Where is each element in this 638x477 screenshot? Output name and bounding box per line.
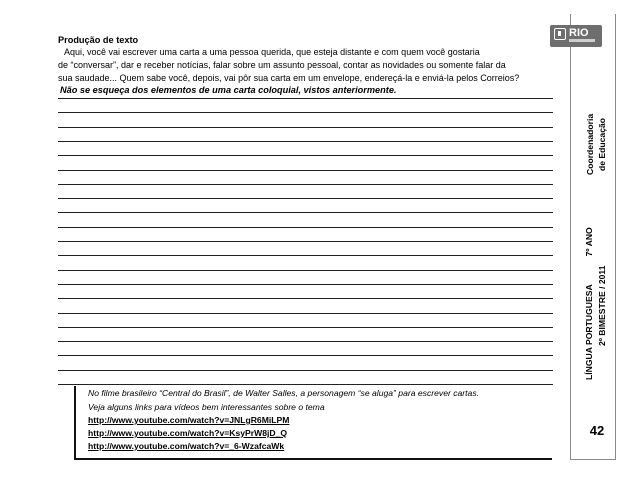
writing-line[interactable] [58,327,553,328]
writing-line[interactable] [58,212,553,213]
subject-text: LÍNGUA PORTUGUESA [584,284,594,380]
coordination-label-1: Coordenadoria [585,113,595,175]
writing-line[interactable] [58,341,553,342]
writing-line[interactable] [58,141,553,142]
subject-label [584,214,594,380]
instruction-line-3: sua saudade... Quem sabe você, depois, vai pôr sua carta em um envelope, endereçá-la e enviá-la pelos Correios? [58,73,520,83]
writing-line[interactable] [58,355,553,356]
writing-line[interactable] [58,241,553,242]
coordination-label-2: de Educação [597,117,607,171]
writing-line[interactable] [58,384,553,385]
writing-line[interactable] [58,184,553,185]
logo-text: RIO [569,27,589,39]
instruction-line-2: de “conversar”, dar e receber notícias, falar sobre um assunto pessoal, contar as novidades ou somente falar da [58,60,506,70]
writing-line[interactable] [58,255,553,256]
note-text-links-intro: Veja alguns links para vídeos bem interessantes sobre o tema [88,402,325,412]
writing-line[interactable] [58,370,553,371]
writing-line[interactable] [58,198,553,199]
writing-lines-area[interactable] [58,98,553,384]
writing-line[interactable] [58,98,553,99]
instruction-line-1: Aqui, você vai escrever uma carta a uma pessoa querida, que esteja distante e com quem você gostaria [64,47,480,57]
logo-subtitle-bar [569,39,595,42]
writing-line[interactable] [58,127,553,128]
page-number: 42 [589,423,605,438]
writing-line[interactable] [58,227,553,228]
writing-line[interactable] [58,284,553,285]
video-link-3[interactable]: http://www.youtube.com/watch?v=_6-WzafcaWk [88,441,285,451]
writing-line[interactable] [58,298,553,299]
grade-label: 7º ANO [584,227,594,257]
film-note-box [74,386,552,460]
writing-line[interactable] [58,112,553,113]
bimester-label: 2º BIMESTRE / 2011 [597,265,607,346]
video-link-1[interactable]: http://www.youtube.com/watch?v=JNLgR6MiLPM [88,415,290,425]
reminder-text: Não se esqueça dos elementos de uma carta coloquial, vistos anteriormente. [60,85,397,95]
writing-line[interactable] [58,155,553,156]
writing-line[interactable] [58,270,553,271]
writing-line[interactable] [58,313,553,314]
writing-line[interactable] [58,170,553,171]
city-emblem-icon [554,28,566,40]
video-link-2[interactable]: http://www.youtube.com/watch?v=KsyPrW8jD_Q [88,428,288,438]
note-text-film: No filme brasileiro “Central do Brasil”, de Walter Salles, a personagem “se aluga” para escrever cartas. [88,388,480,398]
section-title: Produção de texto [58,35,139,45]
rio-logo [550,25,602,47]
